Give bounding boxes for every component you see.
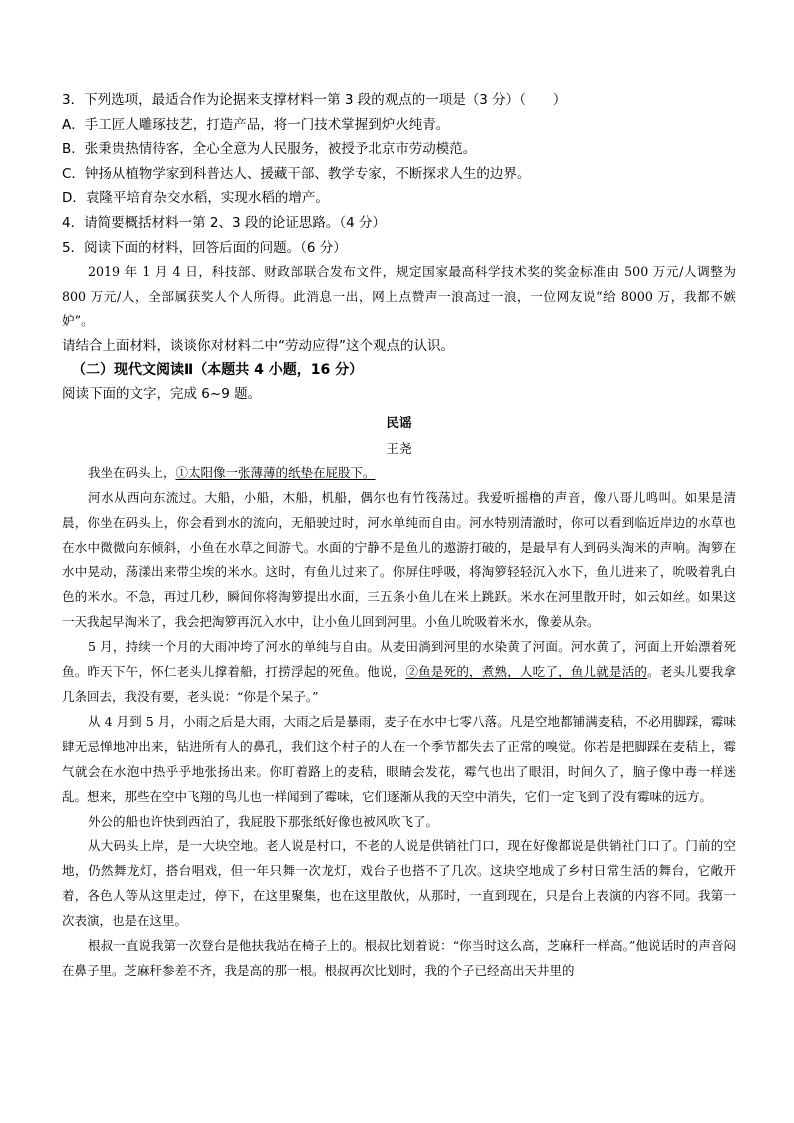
story-paragraph-5: 外公的船也许快到西泊了，我屁股下那张纸好像也被风吹飞了。 bbox=[88, 813, 439, 829]
question-5-material: 2019 年 1 月 4 日，科技部、财政部联合发布文件，规定国家最高科学技术奖的奖金标准由 500 万元/人调整为 800 万元/人，全部属获奖人个人所得。此消息一出，网上点赞声一浪高过一浪，一位网友说“给 8000 万，我都不嫉妒”。 bbox=[62, 264, 736, 329]
section-instruction: 阅读下面的文字，完成 6~9 题。 bbox=[62, 386, 262, 403]
option-b: B．张秉贵热情待客，全心全意为人民服务，被授予北京市劳动模范。 bbox=[62, 141, 477, 158]
question-5-prompt: 请结合上面材料，谈谈你对材料二中“劳动应得”这个观点的认识。 bbox=[62, 337, 454, 354]
underlined-sentence-2: ②鱼是死的，煮熟，人吃了，鱼儿就是活的 bbox=[405, 664, 648, 680]
option-d: D．袁隆平培育杂交水稻，实现水稻的增产。 bbox=[62, 190, 329, 207]
option-c: C．钟扬从植物学家到科普达人、援藏干部、教学专家，不断探求人生的边界。 bbox=[62, 165, 531, 182]
story-paragraph-6: 从大码头上岸，是一大块空地。老人说是村口，不老的人说是供销社门口，现在好像都说是供销社门口了。门前的空地，仍然舞龙灯，搭台唱戏，但一年只舞一次龙灯，戏台子也搭不了几次。这块空地成了乡村日常生活的舞台，它敞开着，各色人等从这里走过，停下，在这里聚集，也在这里散伙，从那时，一直到现在，只是台上表演的内容不同。我第一次表演，也是在这里。 bbox=[62, 838, 736, 929]
story-paragraph-7: 根叔一直说我第一次登台是他扶我站在椅子上的。根叔比划着说：“你当时这么高，芝麻秆一样高。”他说话时的声音闷在鼻子里。芝麻秆参差不齐，我是高的那一根。根叔再次比划时，我的个子已经高出天井里的 bbox=[62, 938, 736, 978]
question-3: 3．下列选项，最适合作为论据来支撑材料一第 3 段的观点的一项是（3 分）（ ） bbox=[62, 92, 567, 108]
exam-page bbox=[62, 88, 736, 984]
p1-text: 我坐在码头上， bbox=[88, 464, 176, 480]
story-author: 王尧 bbox=[386, 440, 412, 456]
story-title: 民谣 bbox=[386, 414, 412, 430]
story-paragraph-2: 河水从西向东流过。大船，小船，木船，机船，偶尔也有竹筏荡过。我爱听摇橹的声音，像八哥儿鸣叫。如果是清晨，你坐在码头上，你会看到水的流向，无船驶过时，河水单纯而自由。河水特别清澈时，你可以看到临近岸边的水草也在水中微微向东倾斜，小鱼在水草之间游弋。水面的宁静不是鱼儿的遨游打破的，是最早有人到码头淘米的声响。淘箩在水中晃动，荡漾出来带尘埃的米水。这时，有鱼儿过来了。你屏住呼吸，将淘箩轻轻沉入水下，鱼儿进来了，吮吸着乳白色的米水。不急，再过几秒，瞬间你将淘箩提出水面，三五条小鱼儿在米上跳跃。米水在河里散开时，如云如丝。如果这一天我起早淘米了，我会把淘箩再沉入水中，让小鱼儿回到河里。小鱼儿吮吸着米水，像姜从杂。 bbox=[62, 489, 736, 630]
story-paragraph-1 bbox=[62, 461, 736, 486]
section-heading: （二）现代文阅读Ⅱ（本题共 4 小题，16 分） bbox=[72, 362, 364, 379]
option-a: A．手工匠人雕琢技艺，打造产品，将一门技术掌握到炉火纯青。 bbox=[62, 116, 450, 133]
story-paragraph-4: 从 4 月到 5 月，小雨之后是大雨，大雨之后是暴雨，麦子在水中七零八落。凡是空地都铺满麦秸，不必用脚踩，霉味肆无忌惮地冲出来，钻进所有人的鼻孔，我们这个村子的人在一个季节都失去了正常的嗅觉。你若是把脚踩在麦秸上，霉气就会在水泡中热乎乎地张扬出来。你盯着路上的麦秸，眼睛会发花，霉气也出了眼泪，时间久了，脑子像中毒一样迷乱。想来，那些在空中飞翔的鸟儿也一样闻到了霉味，它们逐渐从我的天空中消失，它们一定飞到了没有霉味的远方。 bbox=[62, 713, 736, 804]
p3-text-before: 5 月，持续一个月的大雨冲垮了河水的单纯与自由。从麦田淌到河里的水染黄了河面。河水黄了，河面上开始漂着死鱼。昨天下午，怀仁老头儿撑着船，打捞浮起的死鱼。他说， bbox=[62, 639, 736, 680]
question-5: 5．阅读下面的材料，回答后面的问题。（6 分） bbox=[62, 239, 347, 256]
question-4: 4．请简要概括材料一第 2、3 段的论证思路。（4 分） bbox=[62, 214, 386, 231]
underlined-sentence-1: ①太阳像一张薄薄的纸垫在屁股下。 bbox=[175, 464, 376, 480]
story-paragraph-3 bbox=[62, 635, 736, 710]
p3-text-after: 。老头儿要我拿几条回去，我没有要，老头说：“你是个呆子。” bbox=[62, 664, 736, 704]
